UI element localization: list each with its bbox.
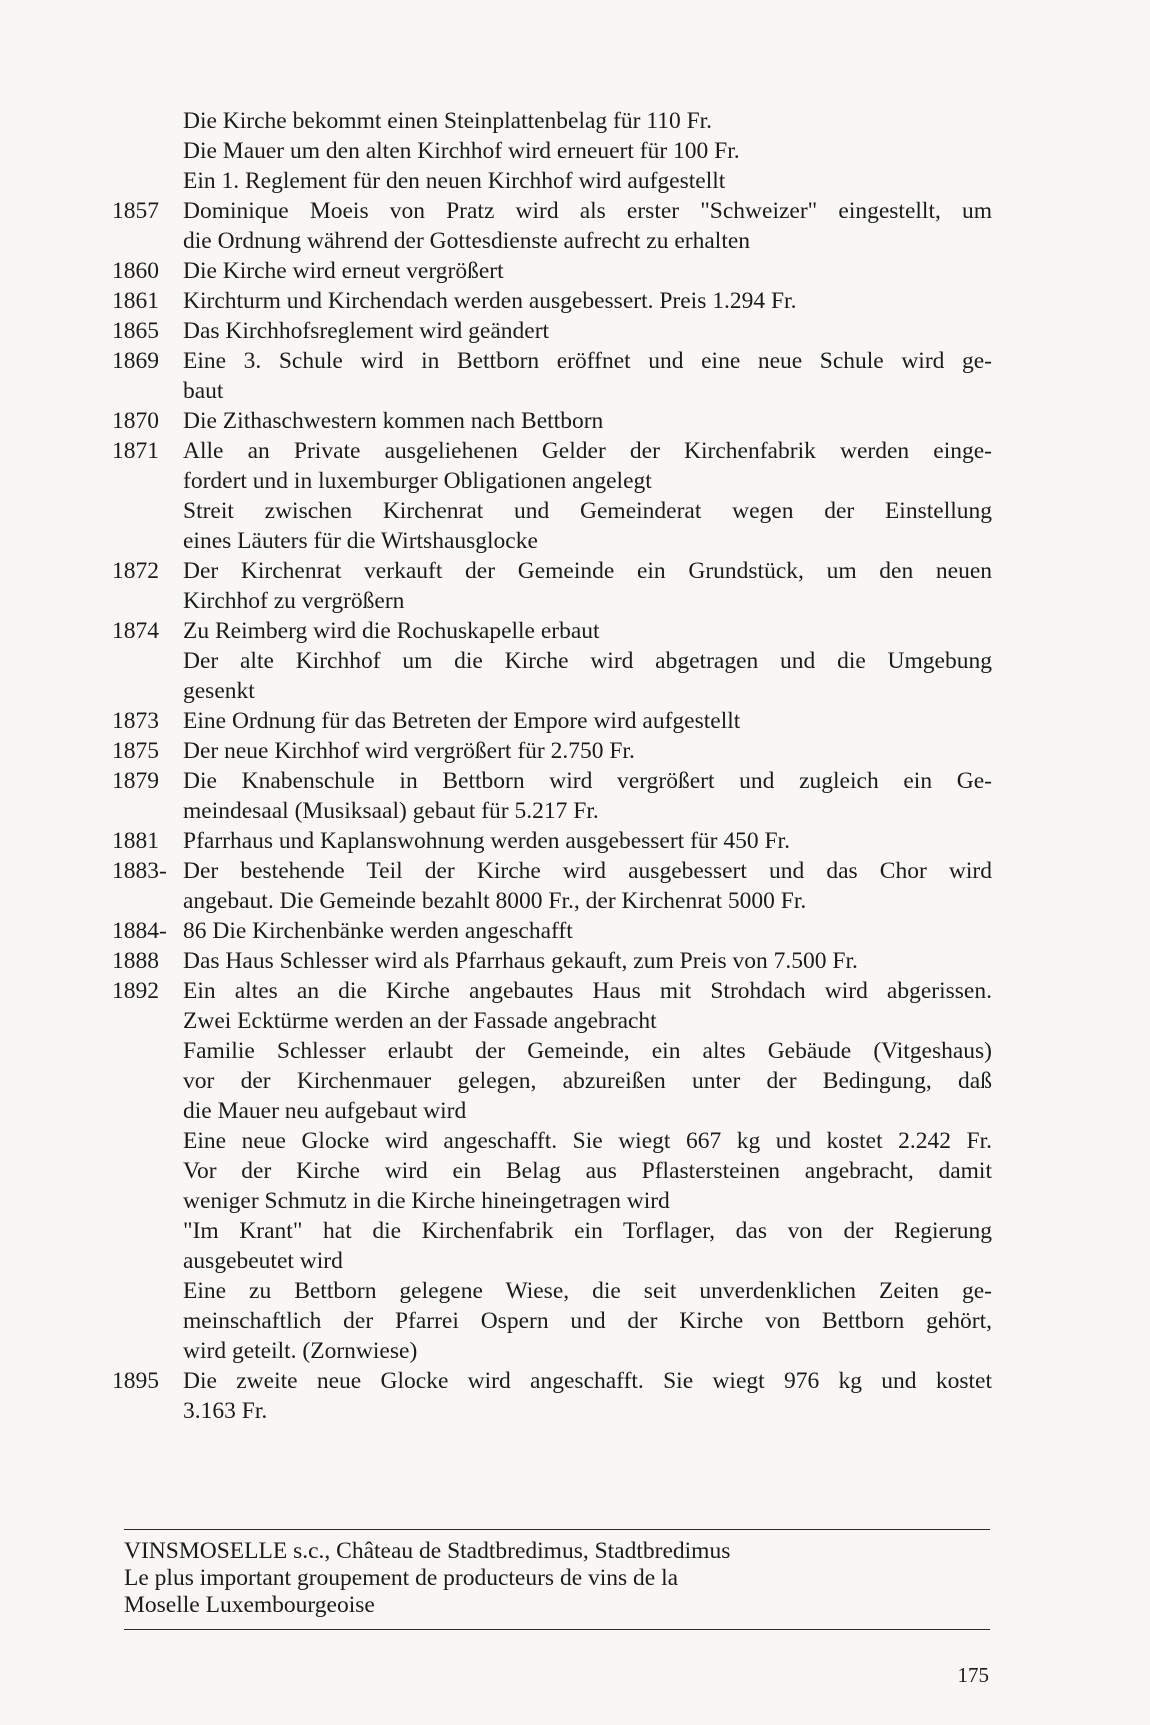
advert-line: VINSMOSELLE s.c., Château de Stadtbredimus, Stadtbredimus: [124, 1538, 731, 1564]
entry-text-line: Der alte Kirchhof um die Kirche wird abgetragen und die Umgebung: [183, 648, 992, 674]
entry-text: [183, 736, 992, 766]
entry-text: [183, 706, 992, 736]
entry-text-line: weniger Schmutz in die Kirche hineingetragen wird: [183, 1188, 670, 1214]
entry-text: [183, 346, 992, 406]
entry-text: [183, 286, 992, 316]
chronicle-entry: [112, 916, 992, 946]
entry-text-line: Die Kirche wird erneut vergrößert: [183, 258, 504, 284]
chronicle-entry: [112, 766, 992, 826]
entry-text-line: Der neue Kirchhof wird vergrößert für 2.750 Fr.: [183, 738, 635, 764]
entry-year: 1865: [112, 318, 159, 344]
chronicle-entry: [112, 556, 992, 616]
entry-text: [183, 406, 992, 436]
entry-text-line: Ein altes an die Kirche angebautes Haus mit Strohdach wird abgerissen.: [183, 978, 992, 1004]
entry-text-line: Das Kirchhofsreglement wird geändert: [183, 318, 550, 344]
chronicle-entry: [112, 436, 992, 496]
entry-text-line: Familie Schlesser erlaubt der Gemeinde, ein altes Gebäude (Vitgeshaus): [183, 1038, 992, 1064]
entry-text-line: Die Knabenschule in Bettborn wird vergrößert und zugleich ein Ge-: [183, 768, 992, 794]
chronicle-entry: [112, 976, 992, 1036]
entry-text: [183, 166, 992, 196]
entry-text-line: Eine Ordnung für das Betreten der Empore wird aufgestellt: [183, 708, 741, 734]
entry-text: [183, 646, 992, 706]
chronicle-entries: [112, 106, 992, 1426]
entry-text-line: Streit zwischen Kirchenrat und Gemeinderat wegen der Einstellung: [183, 498, 992, 524]
entry-year: 1873: [112, 708, 159, 734]
entry-text-line: 3.163 Fr.: [183, 1398, 268, 1424]
chronicle-entry: [112, 1126, 992, 1156]
entry-year: 1883-: [112, 858, 167, 884]
entry-text-line: Die Mauer um den alten Kirchhof wird erneuert für 100 Fr.: [183, 138, 740, 164]
entry-text-line: Kirchturm und Kirchendach werden ausgebessert. Preis 1.294 Fr.: [183, 288, 797, 314]
entry-text-line: die Mauer neu aufgebaut wird: [183, 1098, 467, 1124]
entry-text-line: meinschaftlich der Pfarrei Ospern und der Kirche von Bettborn gehört,: [183, 1308, 992, 1334]
entry-text-line: 86 Die Kirchenbänke werden angeschafft: [183, 918, 573, 944]
entry-text-line: Eine zu Bettborn gelegene Wiese, die seit unverdenklichen Zeiten ge-: [183, 1278, 992, 1304]
entry-text: [183, 1216, 992, 1276]
chronicle-entry: [112, 316, 992, 346]
entry-year: 1870: [112, 408, 159, 434]
chronicle-entry: [112, 136, 992, 166]
chronicle-entry: [112, 1216, 992, 1276]
chronicle-entry: [112, 406, 992, 436]
chronicle-entry: [112, 856, 992, 916]
entry-year: 1888: [112, 948, 159, 974]
chronicle-entry: [112, 946, 992, 976]
entry-text-line: gesenkt: [183, 678, 255, 704]
chronicle-entry: [112, 1366, 992, 1426]
entry-text-line: wird geteilt. (Zornwiese): [183, 1338, 418, 1364]
entry-text: [183, 826, 992, 856]
chronicle-entry: [112, 346, 992, 406]
entry-text: [183, 436, 992, 496]
entry-text-line: Dominique Moeis von Pratz wird als erster "Schweizer" eingestellt, um: [183, 198, 992, 224]
entry-year: 1874: [112, 618, 159, 644]
entry-year: 1871: [112, 438, 159, 464]
entry-text-line: Zu Reimberg wird die Rochuskapelle erbaut: [183, 618, 600, 644]
entry-year: 1892: [112, 978, 159, 1004]
entry-text: [183, 196, 992, 256]
entry-text: [183, 616, 992, 646]
entry-text: [183, 256, 992, 286]
entry-text-line: angebaut. Die Gemeinde bezahlt 8000 Fr., der Kirchenrat 5000 Fr.: [183, 888, 807, 914]
entry-text-line: eines Läuters für die Wirtshausglocke: [183, 528, 538, 554]
advertisement-box: [124, 1529, 990, 1630]
chronicle-entry: [112, 106, 992, 136]
chronicle-entry: [112, 646, 992, 706]
entry-year: 1860: [112, 258, 159, 284]
entry-text-line: Der Kirchenrat verkauft der Gemeinde ein Grundstück, um den neuen: [183, 558, 992, 584]
advert-line: Moselle Luxembourgeoise: [124, 1592, 375, 1618]
entry-text-line: ausgebeutet wird: [183, 1248, 343, 1274]
entry-text-line: Kirchhof zu vergrößern: [183, 588, 405, 614]
entry-text-line: baut: [183, 378, 224, 404]
entry-text: [183, 946, 992, 976]
entry-text-line: Zwei Ecktürme werden an der Fassade angebracht: [183, 1008, 657, 1034]
chronicle-entry: [112, 196, 992, 256]
chronicle-entry: [112, 736, 992, 766]
entry-text-line: "Im Krant" hat die Kirchenfabrik ein Torflager, das von der Regierung: [183, 1218, 992, 1244]
entry-text: [183, 1366, 992, 1426]
entry-year: 1872: [112, 558, 159, 584]
entry-text: [183, 136, 992, 166]
page-number: 175: [957, 1663, 989, 1687]
entry-text-line: Ein 1. Reglement für den neuen Kirchhof wird aufgestellt: [183, 168, 726, 194]
entry-year: 1857: [112, 198, 159, 224]
chronicle-entry: [112, 256, 992, 286]
entry-text: [183, 496, 992, 556]
entry-text: [183, 1276, 992, 1366]
entry-year: 1875: [112, 738, 159, 764]
entry-year: 1884-: [112, 918, 167, 944]
chronicle-entry: [112, 496, 992, 556]
entry-year: 1895: [112, 1368, 159, 1394]
entry-text: [183, 1156, 992, 1216]
chronicle-entry: [112, 166, 992, 196]
entry-text: [183, 976, 992, 1036]
entry-text-line: Das Haus Schlesser wird als Pfarrhaus gekauft, zum Preis von 7.500 Fr.: [183, 948, 858, 974]
entry-year: 1881: [112, 828, 159, 854]
entry-text-line: Die Zithaschwestern kommen nach Bettborn: [183, 408, 604, 434]
entry-year: 1879: [112, 768, 159, 794]
chronicle-entry: [112, 1156, 992, 1216]
chronicle-entry: [112, 1276, 992, 1366]
entry-text-line: Die Kirche bekommt einen Steinplattenbelag für 110 Fr.: [183, 108, 713, 134]
entry-text-line: Der bestehende Teil der Kirche wird ausgebessert und das Chor wird: [183, 858, 992, 884]
entry-text: [183, 1126, 992, 1156]
chronicle-entry: [112, 286, 992, 316]
chronicle-entry: [112, 706, 992, 736]
entry-year: 1861: [112, 288, 159, 314]
entry-text: [183, 556, 992, 616]
entry-text-line: die Ordnung während der Gottesdienste aufrecht zu erhalten: [183, 228, 751, 254]
chronicle-entry: [112, 616, 992, 646]
entry-text: [183, 856, 992, 916]
entry-text-line: Pfarrhaus und Kaplanswohnung werden ausgebessert für 450 Fr.: [183, 828, 790, 854]
advert-line: Le plus important groupement de producteurs de vins de la: [124, 1565, 679, 1591]
chronicle-entry: [112, 1036, 992, 1126]
entry-text: [183, 916, 992, 946]
entry-text: [183, 766, 992, 826]
entry-text-line: Vor der Kirche wird ein Belag aus Pflastersteinen angebracht, damit: [183, 1158, 992, 1184]
entry-text: [183, 316, 992, 346]
entry-text-line: Eine 3. Schule wird in Bettborn eröffnet und eine neue Schule wird ge-: [183, 348, 992, 374]
entry-text-line: vor der Kirchenmauer gelegen, abzureißen unter der Bedingung, daß: [183, 1068, 992, 1094]
entry-text-line: Die zweite neue Glocke wird angeschafft. Sie wiegt 976 kg und kostet: [183, 1368, 992, 1394]
entry-text: [183, 106, 992, 136]
entry-text-line: Eine neue Glocke wird angeschafft. Sie wiegt 667 kg und kostet 2.242 Fr.: [183, 1128, 992, 1154]
entry-text-line: Alle an Private ausgeliehenen Gelder der Kirchenfabrik werden einge-: [183, 438, 992, 464]
entry-text-line: meindesaal (Musiksaal) gebaut für 5.217 Fr.: [183, 798, 599, 824]
entry-text-line: fordert und in luxemburger Obligationen angelegt: [183, 468, 652, 494]
chronicle-entry: [112, 826, 992, 856]
entry-year: 1869: [112, 348, 159, 374]
entry-text: [183, 1036, 992, 1126]
